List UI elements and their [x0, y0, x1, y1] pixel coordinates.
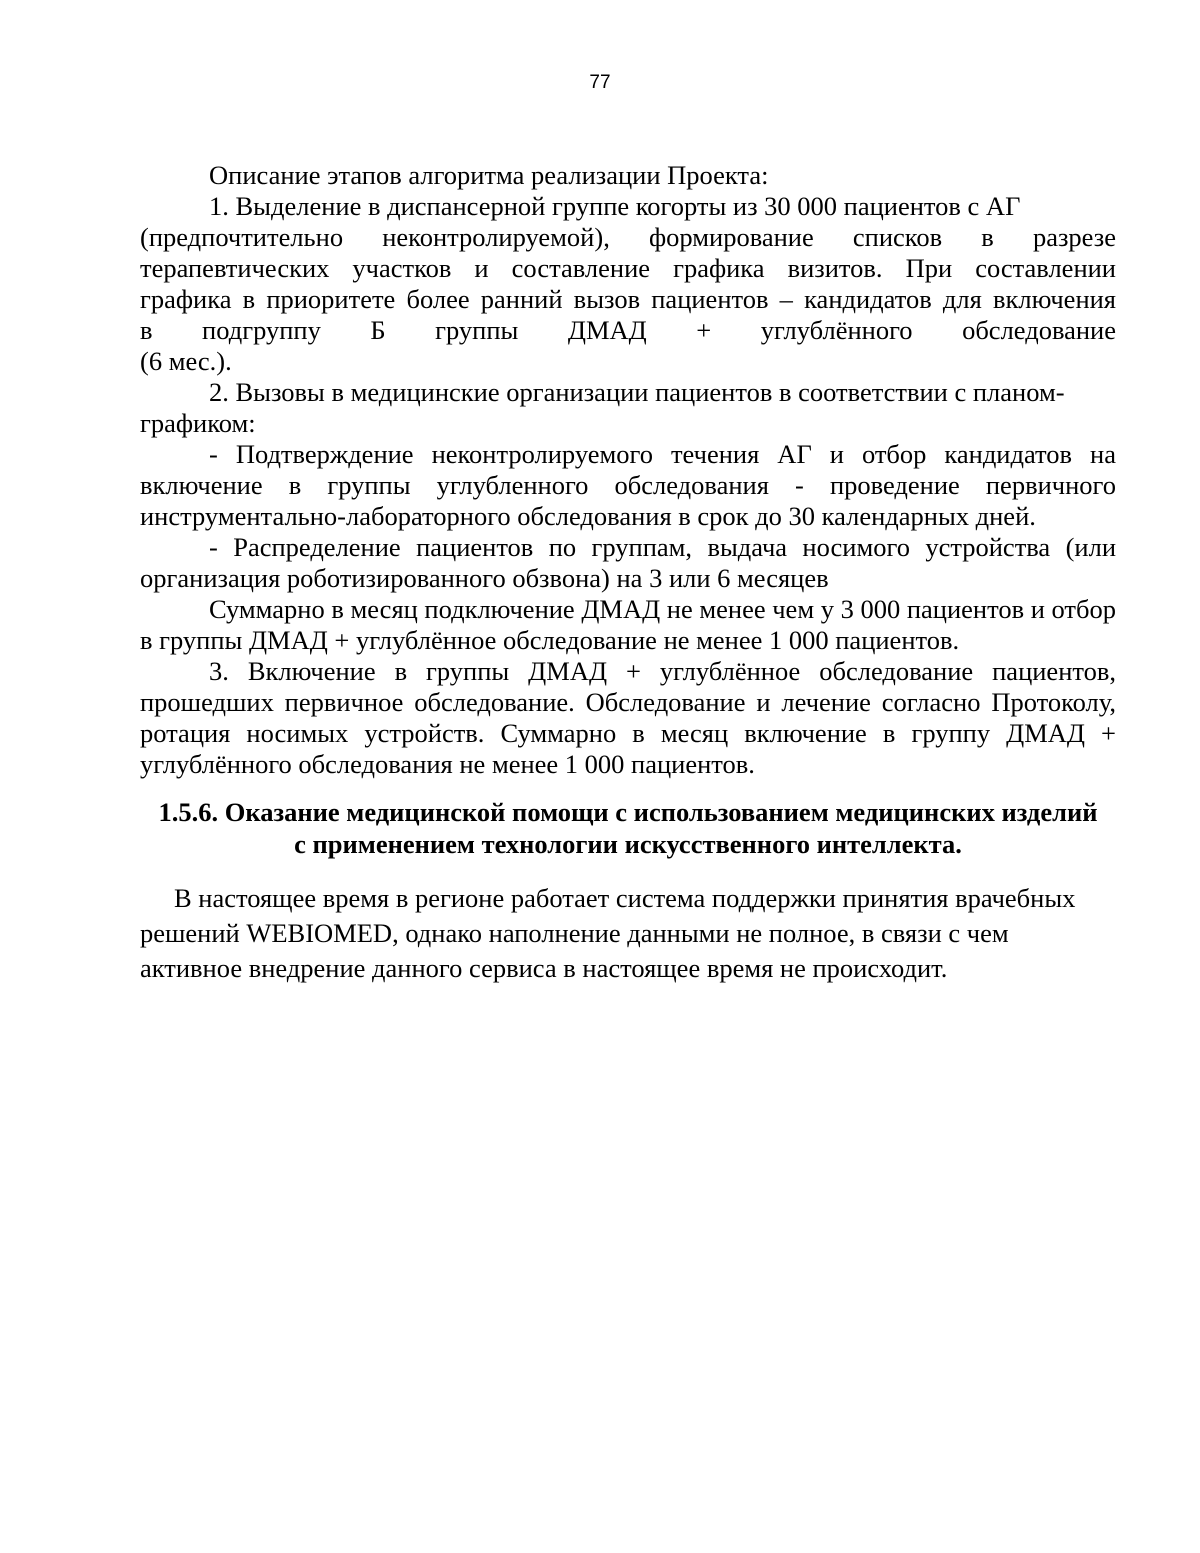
- bullet-distribution: - Распределение пациентов по группам, выдача носимого устройства (или организация роботизированного обзвона) на 3 или 6 месяцев: [140, 532, 1116, 593]
- step-1-line-3: терапевтических участков и составление графика визитов. При составлении: [140, 253, 1116, 283]
- step-1-line-2: (предпочтительно неконтролируемой), формирование списков в разрезе: [140, 222, 1116, 252]
- section-paragraph-line-2: решений WEBIOMED, однако наполнение данными не полное, в связи с чем: [140, 918, 1009, 948]
- section-heading-line-2: с применением технологии искусственного интеллекта.: [294, 829, 962, 859]
- document-body: [140, 160, 1116, 860]
- step-2-paragraph: [140, 377, 1116, 439]
- section-paragraph-line-3: активное внедрение данного сервиса в настоящее время не происходит.: [140, 953, 948, 983]
- step-1-line-1: 1. Выделение в диспансерной группе когорты из 30 000 пациентов с АГ: [209, 191, 1021, 221]
- step-1-line-6: (6 мес.).: [140, 346, 232, 376]
- bullet-confirmation: - Подтверждение неконтролируемого течения АГ и отбор кандидатов на включение в группы углубленного обследования - проведение первичного инструментально-лабораторного обследования в срок до 30 календарных дней.: [140, 439, 1116, 531]
- step-3-paragraph: 3. Включение в группы ДМАД + углублённое обследование пациентов, прошедших первичное обследование. Обследование и лечение согласно Протоколу, ротация носимых устройств. Суммарно в месяц включение в группу ДМАД + углублённого обследования не менее 1 000 пациентов.: [140, 656, 1116, 779]
- step-1-line-5: в подгруппу Б группы ДМАД + углублённого обследование: [140, 315, 1116, 345]
- summary-paragraph: Суммарно в месяц подключение ДМАД не менее чем у 3 000 пациентов и отбор в группы ДМАД + углублённое обследование не менее 1 000 пациентов.: [140, 594, 1116, 655]
- section-paragraph: [140, 881, 1116, 986]
- page-number: 77: [589, 72, 611, 93]
- section-heading-line-1: 1.5.6. Оказание медицинской помощи с использованием медицинских изделий: [158, 797, 1098, 827]
- intro-paragraph: Описание этапов алгоритма реализации Проекта:: [209, 160, 769, 190]
- step-2-line-1: 2. Вызовы в медицинские организации пациентов в соответствии с планом-: [209, 377, 1065, 407]
- step-1-line-4: графика в приоритете более ранний вызов пациентов – кандидатов для включения: [140, 284, 1116, 314]
- section-heading: [140, 796, 1116, 860]
- step-2-line-2: графиком:: [140, 408, 256, 438]
- step-1-paragraph: [140, 191, 1116, 377]
- section-paragraph-line-1: В настоящее время в регионе работает система поддержки принятия врачебных: [174, 883, 1076, 913]
